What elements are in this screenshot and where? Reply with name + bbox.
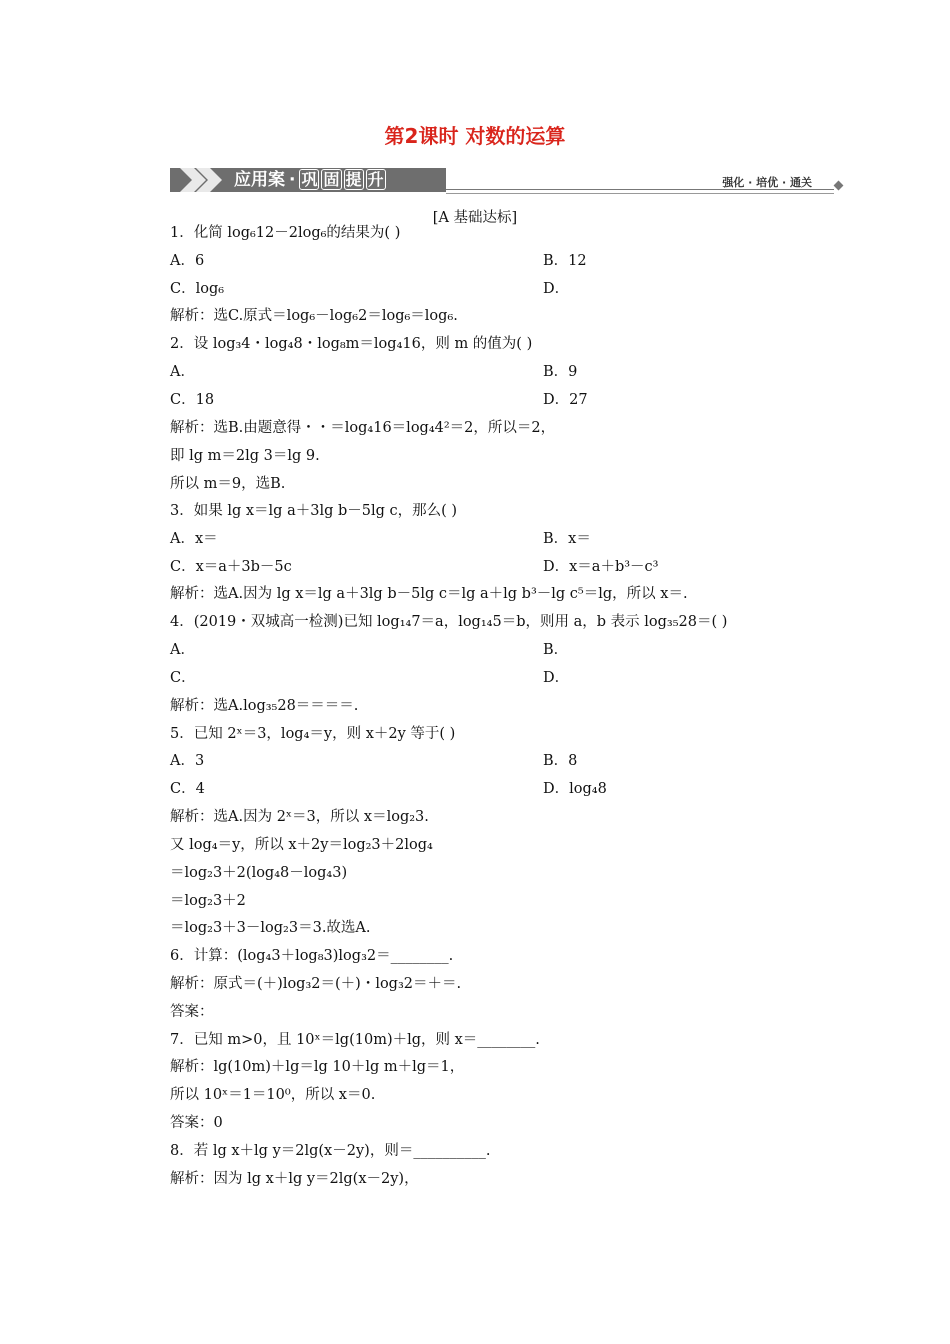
text-line: 7．已知 m>0，且 10ˣ＝lg(10m)＋lg，则 x＝________. <box>170 1032 540 1048</box>
option-right: D．log₄8 <box>543 781 607 797</box>
text-line: 2．设 log₃4・log₄8・log₈m＝log₄16，则 m 的值为( ) <box>170 336 533 352</box>
banner-text <box>234 168 388 192</box>
text-line: 解析：原式＝(＋)log₃2＝(＋)・log₃2＝＋＝. <box>170 976 462 992</box>
banner-char: 提 <box>345 170 362 189</box>
text-line: ＝log₂3＋2(log₄8－log₄3) <box>170 865 348 881</box>
text-line: 5．已知 2ˣ＝3，log₄＝y，则 x＋2y 等于( ) <box>170 726 456 742</box>
text-line: 所以 10ˣ＝1＝10⁰，所以 x＝0. <box>170 1087 376 1103</box>
option-right: B．8 <box>543 753 578 769</box>
text-line: C．log₆ <box>170 281 225 297</box>
text-line: C．18 <box>170 392 215 408</box>
text-line: 4．(2019・双城高一检测)已知 log₁₄7＝a，log₁₄5＝b，则用 a，b 表示 log₃₅28＝( ) <box>170 614 728 630</box>
text-line: 解析：lg(10m)＋lg＝lg 10＋lg m＋lg＝1， <box>170 1059 465 1075</box>
text-line: 解析：选C.原式＝log₆－log₆2＝log₆＝log₆. <box>170 308 458 324</box>
banner-char: 升 <box>367 170 384 189</box>
option-right: D． <box>543 281 570 297</box>
text-line: 答案： <box>170 1004 214 1020</box>
banner-char: 固 <box>323 170 340 189</box>
banner-rule-thin <box>446 193 834 194</box>
double-chevron-icon <box>176 164 226 196</box>
text-line: 3．如果 lg x＝lg a＋3lg b－5lg c，那么( ) <box>170 503 458 519</box>
text-line: 8．若 lg x＋lg y＝2lg(x－2y)，则＝__________. <box>170 1143 491 1159</box>
banner-boxed-label <box>299 170 387 190</box>
text-line: ＝log₂3＋3－log₂3＝3.故选A. <box>170 920 371 936</box>
banner-dot: · <box>289 170 296 190</box>
option-right: D．27 <box>543 392 588 408</box>
option-right: B． <box>543 642 569 658</box>
option-right: B．9 <box>543 364 578 380</box>
text-line: 又 log₄＝y，所以 x＋2y＝log₂3＋2log₄ <box>170 837 433 853</box>
text-line: ＝log₂3＋2 <box>170 893 246 909</box>
text-line: 6．计算：(log₄3＋log₈3)log₃2＝________. <box>170 948 454 964</box>
banner-right-label: 强化 · 培优 · 通关 <box>722 176 812 189</box>
text-line: 解析：选B.由题意得・・＝log₄16＝log₄4²＝2，所以＝2， <box>170 420 556 436</box>
page-title: 第2课时 对数的运算 <box>384 124 566 148</box>
option-right: D． <box>543 670 570 686</box>
text-line: A．6 <box>170 253 205 269</box>
diamond-icon <box>834 181 844 191</box>
text-line: C．4 <box>170 781 205 797</box>
text-line: 答案：0 <box>170 1115 223 1131</box>
option-right: D．x＝a＋b³－c³ <box>543 559 659 575</box>
section-banner <box>170 162 842 194</box>
text-line: 解析：选A.因为 2ˣ＝3，所以 x＝log₂3. <box>170 809 429 825</box>
text-line: 解析：因为 lg x＋lg y＝2lg(x－2y)， <box>170 1171 419 1187</box>
text-line: A． <box>170 364 195 380</box>
text-line: A． <box>170 642 195 658</box>
text-line: 1．化简 log₆12－2log₆的结果为( ) <box>170 225 401 241</box>
banner-char: 巩 <box>301 170 318 189</box>
text-line: 即 lg m＝2lg 3＝lg 9. <box>170 448 320 464</box>
text-line: A．x＝ <box>170 531 218 547</box>
option-right: B．x＝ <box>543 531 591 547</box>
text-line: 所以 m＝9，选B. <box>170 476 286 492</box>
option-right: B．12 <box>543 253 587 269</box>
section-label: [A 基础达标] <box>432 210 518 226</box>
text-line: A．3 <box>170 753 205 769</box>
text-line: C． <box>170 670 196 686</box>
banner-label: 应用案 <box>234 170 285 190</box>
text-line: C．x＝a＋3b－5c <box>170 559 292 575</box>
text-line: 解析：选A.log₃₅28＝＝＝＝. <box>170 698 359 714</box>
text-line: 解析：选A.因为 lg x＝lg a＋3lg b－5lg c＝lg a＋lg b³－lg c⁵＝lg，所以 x＝. <box>170 586 688 602</box>
